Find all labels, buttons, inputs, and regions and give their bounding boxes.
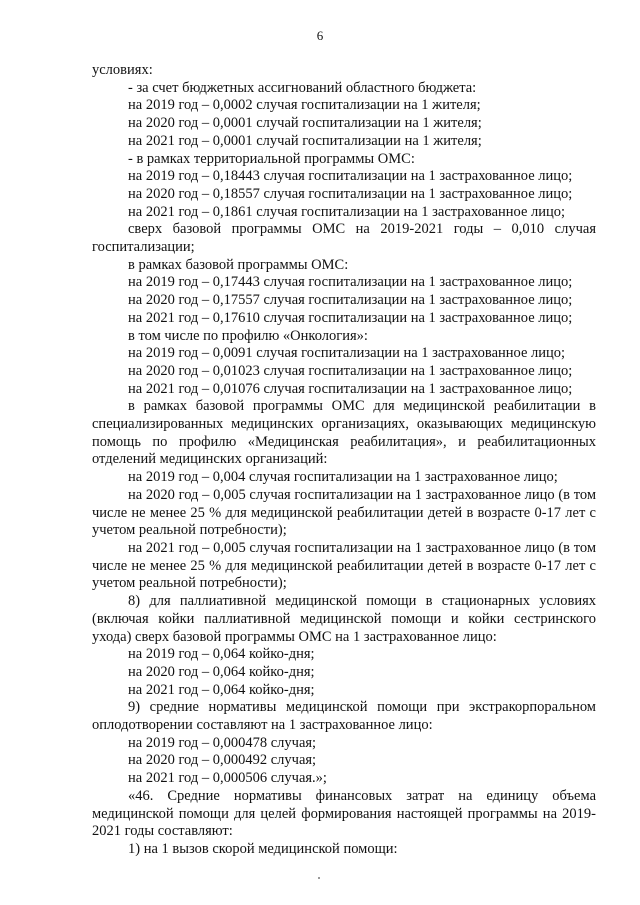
- paragraph: на 2019 год – 0,000478 случая;: [128, 734, 317, 751]
- paragraph: на 2019 год – 0,004 случая госпитализации на 1 застрахованное лицо;: [128, 469, 558, 486]
- paragraph: на 2021 год – 0,005 случая госпитализации на 1 застрахованное лицо (в том числе не менее 25 % для медицинской реабилитации детей в возрасте 0-17 лет с учетом реальной потребности);: [92, 539, 596, 592]
- paragraph: на 2019 год – 0,0091 случая госпитализации на 1 застрахованное лицо;: [128, 345, 566, 362]
- paragraph: в рамках базовой программы ОМС для медицинской реабилитации в специализированных медицинских организациях, оказывающих медицинскую помощь по профилю «Медицинская реабилитация», и реабилитационных отделений медицинских организаций:: [92, 398, 596, 468]
- paragraph: 1) на 1 вызов скорой медицинской помощи:: [128, 840, 398, 857]
- paragraph: в том числе по профилю «Онкология»:: [128, 327, 368, 344]
- paragraph: на 2021 год – 0,0001 случай госпитализации на 1 жителя;: [128, 132, 482, 149]
- paragraph: на 2021 год – 0,1861 случая госпитализации на 1 застрахованное лицо;: [128, 203, 566, 220]
- paragraph: на 2019 год – 0,17443 случая госпитализации на 1 застрахованное лицо;: [128, 274, 573, 291]
- paragraph: - за счет бюджетных ассигнований областного бюджета:: [128, 79, 477, 96]
- page-number: 6: [316, 28, 324, 43]
- paragraph: на 2021 год – 0,064 койко-дня;: [128, 681, 315, 698]
- paragraph: на 2020 год – 0,064 койко-дня;: [128, 663, 315, 680]
- paragraph: на 2021 год – 0,01076 случая госпитализации на 1 застрахованное лицо;: [128, 380, 573, 397]
- paragraph: на 2019 год – 0,18443 случая госпитализации на 1 застрахованное лицо;: [128, 168, 573, 185]
- paragraph: на 2019 год – 0,0002 случая госпитализации на 1 жителя;: [128, 97, 481, 114]
- paragraph: на 2020 год – 0,0001 случай госпитализации на 1 жителя;: [128, 115, 482, 132]
- paragraph: на 2019 год – 0,064 койко-дня;: [128, 646, 315, 663]
- paragraph: на 2020 год – 0,000492 случая;: [128, 752, 317, 769]
- paragraph: условиях:: [92, 62, 153, 78]
- paragraph: в рамках базовой программы ОМС:: [128, 256, 349, 273]
- paragraph: на 2020 год – 0,18557 случая госпитализации на 1 застрахованное лицо;: [128, 185, 573, 202]
- paragraph: на 2020 год – 0,005 случая госпитализации на 1 застрахованное лицо (в том числе не менее 25 % для медицинской реабилитации детей в возрасте 0-17 лет с учетом реальной потребности);: [92, 486, 596, 539]
- document-body: [92, 62, 596, 859]
- paragraph: на 2020 год – 0,01023 случая госпитализации на 1 застрахованное лицо;: [128, 362, 573, 379]
- paragraph: «46. Средние нормативы финансовых затрат на единицу объема медицинской помощи для целей формирования настоящей программы на 2019-2021 годы составляют:: [92, 787, 596, 840]
- paragraph: на 2021 год – 0,17610 случая госпитализации на 1 застрахованное лицо;: [128, 309, 573, 326]
- paragraph: 9) средние нормативы медицинской помощи при экстракорпоральном оплодотворении составляют на 1 застрахованное лицо:: [92, 699, 596, 734]
- scan-speck: [318, 877, 320, 879]
- paragraph: 8) для паллиативной медицинской помощи в стационарных условиях (включая койки паллиативной медицинской помощи и койки сестринского ухода) сверх базовой программы ОМС на 1 застрахованное лицо:: [92, 593, 596, 645]
- paragraph: сверх базовой программы ОМС на 2019-2021 годы – 0,010 случая госпитализации;: [92, 221, 596, 256]
- paragraph: - в рамках территориальной программы ОМС:: [128, 150, 415, 167]
- paragraph: на 2020 год – 0,17557 случая госпитализации на 1 застрахованное лицо;: [128, 292, 573, 309]
- paragraph: на 2021 год – 0,000506 случая.»;: [128, 770, 327, 787]
